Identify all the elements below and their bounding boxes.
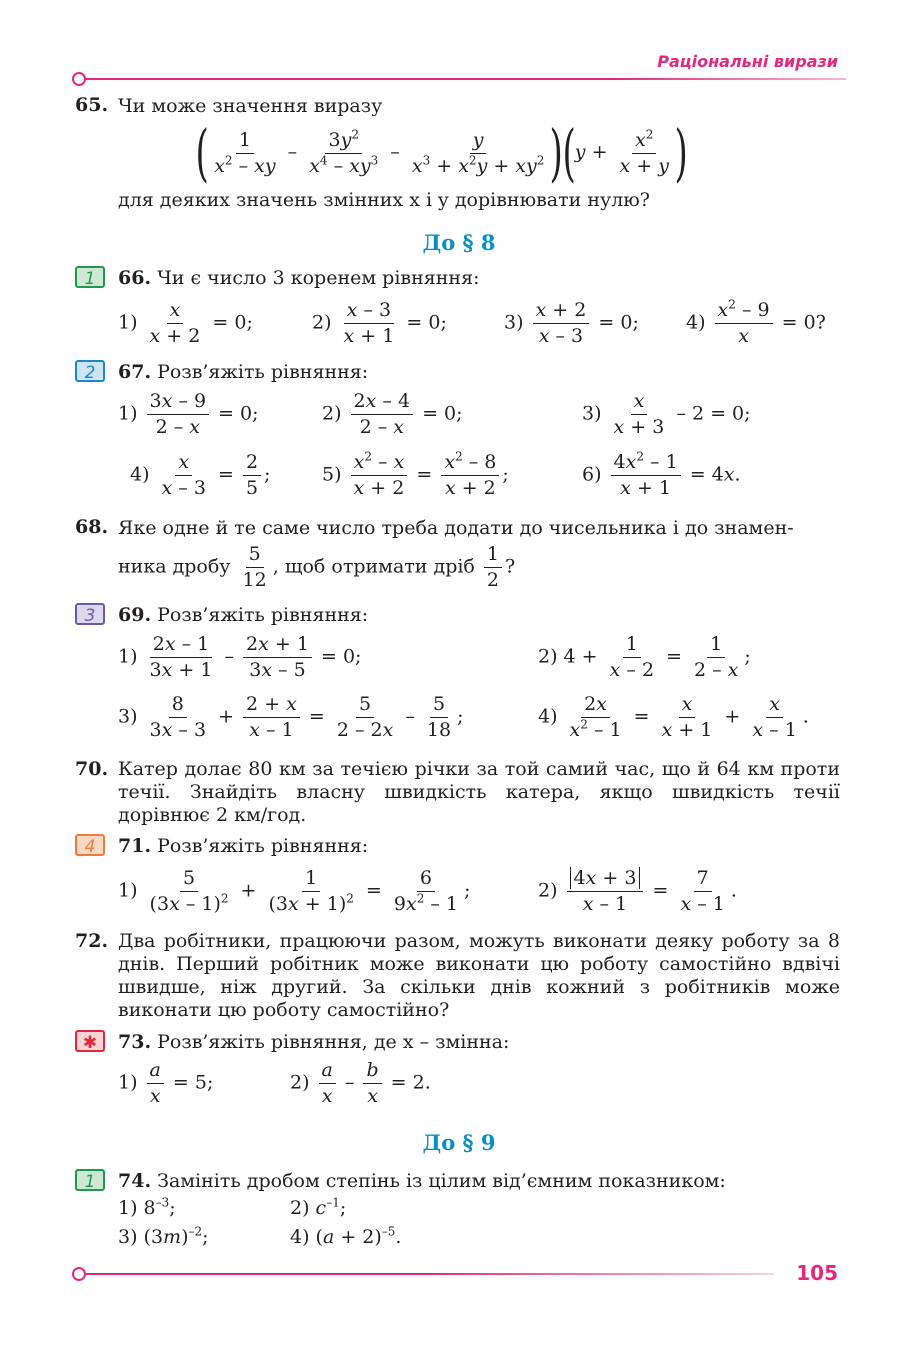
level-badge: 3 [75,603,105,625]
expression: 4) $(a + 2)^{-5}$. [290,1224,402,1248]
formula: ( $\frac{1}{x^2 - xy}$ – $\frac{3y^2}{x^4 - xy^3}$ – $\frac{y}{x^3 + x^2y + xy^2}$ )(y + $\frac{x^2}{x + y}$ ) [195,116,688,189]
problem-text: Замініть дробом степінь із цілим від’ємним показником: [157,1170,726,1192]
problem-text: Чи є число 3 коренем рівняння: [157,267,480,289]
text-part: ника дробу [118,555,231,578]
header-circle-icon [72,72,86,86]
text-part: ? [505,555,516,578]
problem-number: 67. [118,361,152,383]
equation: 3) $\frac{8}{3x - 3}$ + $\frac{2 + x}{x - 1}$ = $\frac{5}{2 - 2x}$ – $\frac{5}{18}$ ; [118,693,464,741]
problem-text: Катер долає 80 км за течією річки за той самий час, що й 64 км проти течії. Знайдіть власну швидкість катера, якщо швидкість течії дорівнює 2 км/год. [118,758,840,826]
equation: 2) $\frac{2x - 4}{2 - x}$ = 0; [322,390,463,438]
problem-text: Розв’яжіть рівняння: [157,361,369,383]
equation: 6) $\frac{4x^2 - 1}{x + 1}$ = 4x. [582,449,741,499]
equation: 4) $\frac{x}{x - 3}$ = $\frac{2}{5}$ ; [130,451,271,499]
equation: 2) 4 + $\frac{1}{x - 2}$ = $\frac{1}{2 - x}$ ; [538,633,751,681]
equation: 1) $\frac{x}{x + 2}$ = 0; [118,299,253,347]
problem-number: 68. [75,516,109,538]
equation: 3) $\frac{x + 2}{x - 3}$ = 0; [504,299,639,347]
problem-text: Яке одне й те саме число треба додати до чисельника і до знамен- [118,517,794,539]
equation: 1) $\frac{a}{x}$ = 5; [118,1059,214,1107]
equation: 2) $\frac{a}{x}$ – $\frac{b}{x}$ = 2. [290,1059,431,1107]
problem-line [118,1030,509,1054]
equation: 1) $\frac{3x - 9}{2 - x}$ = 0; [118,390,259,438]
equation: 2) $\frac{4x + 3}{x - 1}$ = $\frac{7}{x - 1}$ . [538,867,737,915]
problem-text: Два робітники, працюючи разом, можуть виконати деяку роботу за 8 днів. Перший робітник може виконати цю роботу самостійно вдвічі швидше, ніж другий. За скільки днів кожний з робітників може виконати цю роботу самостійно? [118,930,840,1021]
problem-text: ника дробу $\frac{5}{12}$ , щоб отримати дріб $\frac{1}{2}$ ? [118,543,516,591]
expression: 2) $c^{-1}$; [290,1195,347,1219]
section-heading: До § 8 [422,230,496,255]
problem-number: 65. [75,94,109,116]
problem-line [118,360,368,384]
problem-number: 69. [118,604,152,626]
equation: 2) $\frac{x - 3}{x + 1}$ = 0; [312,299,447,347]
problem-text: Розв’яжіть рівняння: [157,604,369,626]
problem-number: 73. [118,1031,152,1053]
text-part: , щоб отримати дріб [272,555,475,578]
problem-text: для деяких значень змінних x і y дорівнювати нулю? [118,189,650,211]
problem-text: Розв’яжіть рівняння, де x – змінна: [157,1031,510,1053]
level-badge: 2 [75,360,105,382]
footer-rule [74,1273,774,1275]
equation: 1) $\frac{5}{(3x - 1)^2}$ + $\frac{1}{(3x + 1)^2}$ = $\frac{6}{9x^2 - 1}$ ; [118,867,471,915]
problem-number: 72. [75,930,109,952]
problem-text: Розв’яжіть рівняння: [157,835,369,857]
level-badge: 4 [75,834,105,856]
problem-number: 66. [118,267,152,289]
equation: 4) $\frac{2x}{x^2 - 1}$ = $\frac{x}{x + 1}$ + $\frac{x}{x - 1}$ . [538,693,809,741]
level-badge-star: ✱ [75,1030,105,1052]
page-number: 105 [796,1261,838,1285]
equation: 1) $\frac{2x - 1}{3x + 1}$ – $\frac{2x + 1}{3x - 5}$ = 0; [118,633,362,681]
problem-paragraph [75,930,840,1022]
equation: 3) $\frac{x}{x + 3}$ – 2 = 0; [582,390,751,438]
problem-line [118,1169,726,1193]
level-badge: 1 [75,266,105,288]
header-rule [74,78,846,80]
problem-line [118,834,368,858]
problem-number: 70. [75,758,109,780]
problem-line [118,266,479,290]
problem-text: Чи може значення виразу [118,95,383,117]
footer-circle-icon [72,1267,86,1281]
equation: 5) $\frac{x^2 - x}{x + 2}$ = $\frac{x^2 - 8}{x + 2}$ ; [322,449,509,499]
equation: 4) $\frac{x^2 - 9}{x}$ = 0? [686,297,826,347]
section-heading: До § 9 [422,1130,496,1155]
expression: 3) $(3m)^{-2}$; [118,1224,209,1248]
level-badge: 1 [75,1169,105,1191]
running-head: Раціональні вирази [657,52,838,71]
problem-line [118,603,368,627]
problem-paragraph [75,758,840,827]
problem-number: 74. [118,1170,152,1192]
problem-number: 71. [118,835,152,857]
expression: 1) $8^{-3}$; [118,1195,176,1219]
